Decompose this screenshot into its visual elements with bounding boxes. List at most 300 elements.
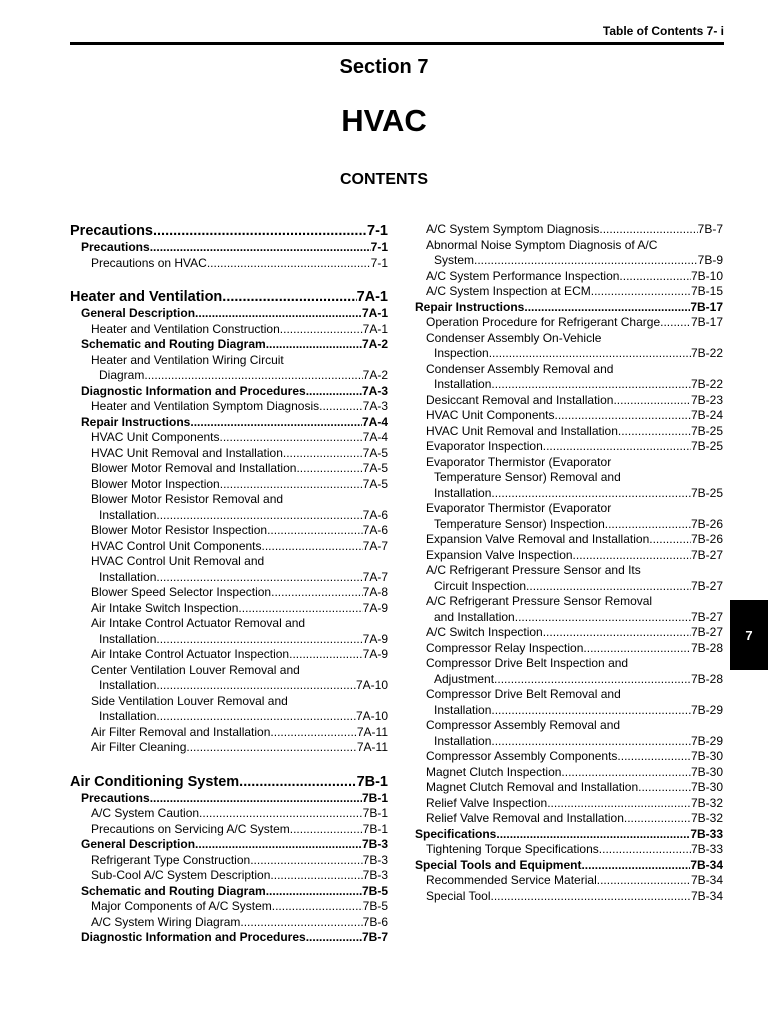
toc-entry-page: 7B-33 (690, 842, 723, 856)
toc-entry-title: Expansion Valve Inspection (426, 547, 573, 562)
toc-entry-title: General Description (81, 837, 196, 851)
toc-leader-dots (186, 740, 356, 756)
toc-entry[interactable] (415, 811, 723, 827)
toc-leader-dots (270, 868, 362, 884)
toc-entry-page: 7B-33 (690, 826, 723, 841)
toc-entry[interactable] (415, 765, 723, 781)
toc-leader-dots (195, 306, 362, 322)
toc-entry[interactable] (415, 486, 723, 502)
toc-entry-continued (415, 362, 723, 378)
toc-entry-title: Evaporator Thermistor (Evaporator (426, 454, 612, 469)
toc-entry-title: Air Filter Cleaning (91, 740, 187, 754)
toc-entry[interactable] (415, 284, 723, 300)
section-title: HVAC (341, 103, 427, 138)
toc-leader-dots (319, 399, 363, 415)
toc-leader-dots (220, 477, 363, 493)
toc-entry-title: Diagram (99, 368, 145, 382)
toc-entry-title: HVAC Control Unit Components (91, 538, 262, 553)
toc-leader-dots (619, 269, 691, 285)
toc-entry-page: 7A-9 (362, 600, 388, 615)
toc-entry-title: Adjustment (434, 671, 495, 686)
toc-entry-continued (70, 492, 388, 508)
toc-leader-dots (266, 337, 362, 353)
toc-entry-page: 7B-25 (690, 423, 723, 438)
toc-leader-dots (283, 446, 363, 462)
toc-entry[interactable] (70, 822, 388, 838)
toc-entry[interactable] (70, 884, 388, 900)
toc-entry-title: Installation (99, 631, 157, 646)
toc-leader-dots (474, 253, 698, 269)
toc-entry-page: 7B-1 (361, 790, 388, 805)
toc-entry[interactable] (70, 446, 388, 462)
toc-entry[interactable] (415, 315, 723, 331)
toc-entry-title: Installation (99, 709, 157, 723)
toc-entry-continued (70, 353, 388, 369)
toc-leader-dots (491, 377, 691, 393)
toc-entry-title: Heater and Ventilation Construction (91, 321, 280, 336)
toc-leader-dots (144, 368, 362, 384)
toc-leader-dots (250, 853, 362, 869)
toc-entry-title: Circuit Inspection (434, 578, 527, 593)
toc-leader-dots (524, 300, 690, 316)
toc-entry-title: Blower Motor Resistor Inspection (91, 523, 268, 537)
toc-entry[interactable] (70, 539, 388, 555)
toc-leader-dots (555, 408, 691, 424)
toc-entry-title: Diagnostic Information and Procedures (81, 930, 306, 944)
toc-leader-dots (306, 384, 362, 400)
toc-leader-dots (491, 889, 691, 905)
toc-entry-page: 7B-27 (690, 547, 723, 562)
toc-entry-page: 7A-5 (362, 476, 388, 491)
toc-entry-title: A/C System Caution (91, 806, 200, 820)
toc-entry-continued (70, 616, 388, 632)
toc-entry[interactable] (70, 837, 388, 853)
toc-entry-continued (415, 501, 723, 517)
toc-entry-continued (415, 470, 723, 486)
toc-entry-title: Blower Motor Inspection (91, 476, 220, 491)
toc-entry-title: Air Intake Switch Inspection (91, 600, 239, 615)
toc-entry-page: 7B-17 (690, 299, 723, 314)
toc-entry-page: 7A-11 (356, 724, 388, 739)
toc-leader-dots (240, 915, 362, 931)
toc-entry[interactable] (70, 523, 388, 539)
toc-entry-title: Blower Motor Resistor Removal and (91, 492, 284, 506)
toc-entry-page: 7A-4 (362, 430, 388, 444)
toc-entry-page: 7B-17 (690, 315, 723, 329)
toc-right-column (415, 222, 723, 904)
toc-entry-title: Inspection (434, 346, 489, 360)
toc-left-column (70, 222, 388, 946)
toc-leader-dots (581, 858, 690, 874)
toc-entry-title: Center Ventilation Louver Removal and (91, 662, 300, 677)
toc-entry-page: 7B-22 (690, 346, 723, 360)
toc-leader-dots (597, 873, 691, 889)
toc-entry-title: Compressor Assembly Components (426, 749, 618, 763)
toc-leader-dots (561, 765, 691, 781)
toc-entry-title: Specifications (415, 826, 497, 841)
toc-entry-title: Condenser Assembly On-Vehicle (426, 330, 602, 345)
toc-entry-title: General Description (81, 306, 196, 320)
toc-entry[interactable] (70, 322, 388, 338)
toc-entry-continued (415, 656, 723, 672)
toc-entry-title: A/C System Inspection at ECM (426, 284, 591, 298)
toc-entry-title: Precautions (81, 790, 150, 805)
toc-entry-page: 7A-9 (362, 631, 388, 646)
toc-leader-dots (153, 222, 367, 240)
toc-entry-title: Special Tools and Equipment (415, 857, 582, 872)
toc-entry[interactable] (415, 579, 723, 595)
toc-entry-page: 7-1 (370, 240, 388, 254)
toc-entry-title: Refrigerant Type Construction (91, 852, 251, 867)
toc-entry-title: Blower Speed Selector Inspection (91, 585, 272, 599)
toc-entry[interactable] (415, 703, 723, 719)
toc-entry-page: 7A-4 (361, 414, 388, 429)
toc-entry-title: Major Components of A/C System (91, 899, 272, 913)
toc-entry-page: 7B-23 (690, 392, 723, 407)
toc-entry-page: 7A-3 (362, 399, 388, 413)
toc-leader-dots (605, 517, 691, 533)
toc-entry-page: 7B-22 (690, 377, 723, 391)
toc-entry[interactable] (70, 791, 388, 807)
section-thumb-tab[interactable]: 7 (730, 600, 768, 670)
toc-leader-dots (280, 322, 363, 338)
toc-entry[interactable] (415, 377, 723, 393)
toc-entry-title: Heater and Ventilation Wiring Circuit (91, 352, 284, 367)
toc-entry[interactable] (70, 930, 388, 946)
toc-entry[interactable] (415, 796, 723, 812)
toc-entry-page: 7B-3 (361, 837, 388, 851)
toc-entry-page: 7A-2 (361, 337, 388, 351)
toc-entry[interactable] (415, 672, 723, 688)
toc-entry-page: 7-1 (370, 255, 388, 270)
toc-entry-page: 7A-11 (356, 740, 388, 754)
toc-leader-dots (306, 930, 362, 946)
toc-entry-title: Side Ventilation Louver Removal and (91, 693, 288, 708)
toc-gap (70, 271, 388, 288)
toc-entry-page: 7B-30 (690, 780, 723, 794)
toc-entry[interactable] (70, 868, 388, 884)
toc-entry-page: 7B-32 (690, 811, 723, 825)
toc-entry[interactable] (70, 899, 388, 915)
toc-leader-dots (266, 884, 362, 900)
toc-entry-title: Special Tool (426, 888, 491, 903)
toc-entry-continued (70, 694, 388, 710)
toc-leader-dots (624, 811, 691, 827)
toc-leader-dots (526, 579, 691, 595)
toc-entry-title: Compressor Drive Belt Inspection and (426, 656, 629, 670)
toc-entry-page: 7A-7 (362, 569, 388, 584)
toc-entry-page: 7B-5 (362, 899, 388, 913)
toc-leader-dots (150, 240, 371, 256)
toc-entry[interactable] (415, 300, 723, 316)
toc-entry-page: 7B-27 (690, 578, 723, 593)
toc-entry-title: HVAC Unit Components (426, 408, 555, 422)
toc-entry-continued (70, 554, 388, 570)
header-rule (70, 42, 724, 45)
toc-entry-page: 7B-25 (690, 485, 723, 500)
section-number: Section 7 (339, 56, 429, 78)
toc-entry[interactable] (415, 625, 723, 641)
toc-entry-page: 7B-29 (690, 702, 723, 717)
toc-entry[interactable] (415, 222, 723, 238)
toc-entry-title: Evaporator Thermistor (Evaporator (426, 501, 612, 515)
toc-entry[interactable] (415, 858, 723, 874)
toc-entry[interactable] (70, 773, 388, 791)
toc-entry-continued (70, 663, 388, 679)
toc-entry[interactable] (415, 346, 723, 362)
toc-entry-page: 7B-3 (362, 852, 388, 867)
toc-entry-title: A/C System Performance Inspection (426, 268, 620, 283)
toc-leader-dots (489, 346, 691, 362)
toc-leader-dots (491, 486, 691, 502)
contents-heading: CONTENTS (340, 171, 428, 188)
toc-entry-page: 7B-1 (362, 806, 388, 820)
toc-entry-title: Installation (434, 733, 492, 748)
toc-entry-title: Air Intake Control Actuator Removal and (91, 616, 306, 630)
toc-entry[interactable] (70, 256, 388, 272)
toc-entry-title: Schematic and Routing Diagram (81, 883, 266, 898)
toc-entry[interactable] (70, 306, 388, 322)
toc-entry-title: Compressor Assembly Removal and (426, 718, 621, 732)
toc-entry[interactable] (70, 337, 388, 353)
toc-entry-page: 7A-9 (362, 647, 388, 661)
toc-entry-page: 7B-10 (690, 268, 723, 283)
toc-entry[interactable] (70, 678, 388, 694)
toc-entry[interactable] (70, 240, 388, 256)
toc-leader-dots (660, 315, 691, 331)
toc-entry-page: 7B-24 (690, 408, 723, 422)
toc-gap (70, 756, 388, 773)
toc-entry-page: 7A-5 (362, 461, 388, 475)
toc-entry-title: System (434, 253, 475, 267)
toc-entry-page: 7A-8 (362, 585, 388, 599)
toc-leader-dots (195, 837, 362, 853)
toc-entry-title: A/C System Symptom Diagnosis (426, 222, 600, 236)
toc-entry[interactable] (70, 740, 388, 756)
toc-entry-title: Compressor Relay Inspection (426, 640, 584, 655)
toc-entry[interactable] (415, 641, 723, 657)
toc-entry[interactable] (70, 477, 388, 493)
toc-entry[interactable] (415, 842, 723, 858)
toc-entry[interactable] (70, 430, 388, 446)
toc-entry[interactable] (70, 915, 388, 931)
toc-entry-title: Installation (99, 569, 157, 584)
toc-entry-continued (415, 238, 723, 254)
toc-leader-dots (649, 532, 691, 548)
toc-entry[interactable] (70, 222, 388, 240)
toc-entry-title: Precautions (70, 223, 153, 239)
toc-entry-title: Heater and Ventilation Symptom Diagnosis (91, 399, 320, 413)
toc-leader-dots (156, 709, 356, 725)
toc-leader-dots (599, 842, 691, 858)
toc-leader-dots (573, 548, 691, 564)
toc-entry[interactable] (415, 610, 723, 626)
running-head: Table of Contents 7- i (602, 24, 724, 38)
toc-leader-dots (515, 610, 691, 626)
toc-entry-title: HVAC Unit Components (91, 430, 220, 444)
toc-entry[interactable] (415, 873, 723, 889)
toc-entry-page: 7A-1 (362, 321, 388, 336)
toc-leader-dots (207, 256, 371, 272)
toc-leader-dots (491, 734, 691, 750)
toc-entry-title: Abnormal Noise Symptom Diagnosis of A/C (426, 237, 658, 252)
toc-entry-title: Air Filter Removal and Installation (91, 724, 271, 739)
toc-leader-dots (543, 439, 691, 455)
toc-entry-page: 7B-27 (690, 625, 723, 639)
toc-entry-page: 7B-26 (690, 516, 723, 531)
toc-entry-continued (415, 455, 723, 471)
toc-entry-title: Installation (434, 485, 492, 500)
toc-entry-page: 7B-7 (697, 222, 723, 236)
toc-entry-title: Condenser Assembly Removal and (426, 361, 614, 376)
toc-entry-title: Operation Procedure for Refrigerant Charge (426, 315, 661, 329)
toc-entry[interactable] (415, 780, 723, 796)
toc-entry[interactable] (415, 734, 723, 750)
toc-leader-dots (239, 773, 356, 791)
toc-entry[interactable] (70, 585, 388, 601)
toc-entry-page: 7B-27 (690, 609, 723, 624)
toc-leader-dots (199, 806, 363, 822)
toc-leader-dots (262, 539, 363, 555)
toc-entry[interactable] (70, 806, 388, 822)
toc-entry-page: 7A-1 (361, 306, 388, 320)
toc-entry-title: Installation (434, 377, 492, 391)
toc-entry[interactable] (70, 508, 388, 524)
toc-entry[interactable] (70, 709, 388, 725)
toc-leader-dots (271, 585, 363, 601)
toc-entry-page: 7A-6 (362, 507, 388, 522)
toc-entry-title: HVAC Unit Removal and Installation (91, 445, 283, 460)
toc-entry-title: A/C Refrigerant Pressure Sensor and Its (426, 563, 641, 577)
toc-entry-title: Sub-Cool A/C System Description (91, 868, 271, 882)
toc-entry[interactable] (415, 393, 723, 409)
toc-leader-dots (156, 508, 362, 524)
toc-entry[interactable] (70, 725, 388, 741)
toc-leader-dots (150, 791, 362, 807)
toc-entry-title: Relief Valve Removal and Installation (426, 811, 624, 825)
toc-entry[interactable] (70, 853, 388, 869)
toc-leader-dots (543, 625, 691, 641)
toc-entry[interactable] (415, 532, 723, 548)
toc-leader-dots (638, 780, 691, 796)
toc-leader-dots (220, 430, 363, 446)
toc-entry[interactable] (415, 408, 723, 424)
toc-entry-continued (415, 718, 723, 734)
toc-entry[interactable] (70, 415, 388, 431)
toc-entry-page: 7A-7 (362, 538, 388, 553)
toc-leader-dots (618, 424, 691, 440)
toc-entry-page: 7A-6 (362, 523, 388, 537)
toc-entry[interactable] (70, 288, 388, 306)
toc-entry-title: Compressor Drive Belt Removal and (426, 687, 621, 701)
toc-entry-page: 7B-28 (690, 640, 723, 655)
toc-entry-title: HVAC Unit Removal and Installation (426, 423, 618, 438)
toc-entry-page: 7B-34 (690, 888, 723, 903)
toc-entry-page: 7B-29 (690, 733, 723, 748)
toc-entry[interactable] (415, 439, 723, 455)
toc-entry-page: 7A-10 (355, 678, 388, 692)
toc-entry[interactable] (70, 368, 388, 384)
toc-entry-title: and Installation (434, 609, 515, 624)
toc-entry-page: 7B-34 (690, 873, 723, 887)
toc-entry-title: Installation (99, 507, 157, 522)
toc-entry-title: Magnet Clutch Inspection (426, 764, 562, 779)
toc-leader-dots (494, 672, 691, 688)
toc-entry-title: Repair Instructions (415, 299, 525, 314)
toc-entry-title: Temperature Sensor) Removal and (434, 470, 621, 484)
toc-entry-title: Heater and Ventilation (70, 289, 223, 305)
toc-entry-title: Tightening Torque Specifications (426, 842, 599, 856)
toc-leader-dots (617, 749, 691, 765)
toc-entry-continued (415, 594, 723, 610)
toc-entry-title: A/C Switch Inspection (426, 625, 543, 639)
toc-leader-dots (190, 415, 362, 431)
toc-entry[interactable] (415, 269, 723, 285)
toc-entry[interactable] (415, 253, 723, 269)
toc-entry-title: Desiccant Removal and Installation (426, 392, 614, 407)
toc-leader-dots (491, 703, 691, 719)
toc-entry-page: 7B-30 (690, 764, 723, 779)
toc-entry-page: 7A-2 (362, 368, 388, 382)
toc-entry-continued (415, 331, 723, 347)
toc-entry-title: Magnet Clutch Removal and Installation (426, 780, 639, 794)
toc-leader-dots (156, 678, 356, 694)
toc-leader-dots (496, 827, 690, 843)
toc-leader-dots (290, 822, 363, 838)
toc-entry[interactable] (70, 399, 388, 415)
toc-entry-page: 7B-34 (690, 857, 723, 872)
toc-entry[interactable] (415, 827, 723, 843)
toc-entry-page: 7B-26 (690, 532, 723, 546)
toc-entry-title: Repair Instructions (81, 414, 191, 429)
toc-entry-page: 7A-10 (355, 709, 388, 723)
toc-entry-continued (415, 563, 723, 579)
toc-leader-dots (156, 632, 362, 648)
toc-entry[interactable] (415, 749, 723, 765)
toc-entry[interactable] (70, 384, 388, 400)
toc-entry[interactable] (70, 461, 388, 477)
toc-entry[interactable] (415, 517, 723, 533)
toc-entry-title: Temperature Sensor) Inspection (434, 516, 605, 531)
toc-entry[interactable] (70, 601, 388, 617)
toc-entry-title: Precautions on HVAC (91, 255, 207, 270)
toc-entry-title: Blower Motor Removal and Installation (91, 461, 297, 475)
toc-entry[interactable] (415, 548, 723, 564)
toc-entry-page: 7A-3 (361, 383, 388, 398)
toc-entry-title: A/C Refrigerant Pressure Sensor Removal (426, 594, 653, 608)
toc-entry[interactable] (70, 632, 388, 648)
toc-entry[interactable] (415, 424, 723, 440)
toc-entry[interactable] (415, 889, 723, 905)
toc-entry-title: Expansion Valve Removal and Installation (426, 532, 650, 546)
toc-entry-title: Evaporator Inspection (426, 439, 543, 453)
toc-entry-page: 7B-7 (361, 930, 388, 944)
toc-entry-page: 7B-28 (690, 671, 723, 686)
toc-entry[interactable] (70, 647, 388, 663)
toc-leader-dots (238, 601, 362, 617)
toc-leader-dots (296, 461, 362, 477)
toc-leader-dots (583, 641, 691, 657)
toc-entry[interactable] (70, 570, 388, 586)
toc-leader-dots (591, 284, 691, 300)
toc-entry-page: 7B-15 (690, 284, 723, 298)
toc-leader-dots (547, 796, 691, 812)
toc-leader-dots (599, 222, 697, 238)
toc-entry-title: Recommended Service Material (426, 873, 597, 887)
toc-leader-dots (156, 570, 362, 586)
toc-leader-dots (272, 899, 363, 915)
toc-entry-title: Air Conditioning System (70, 773, 240, 790)
